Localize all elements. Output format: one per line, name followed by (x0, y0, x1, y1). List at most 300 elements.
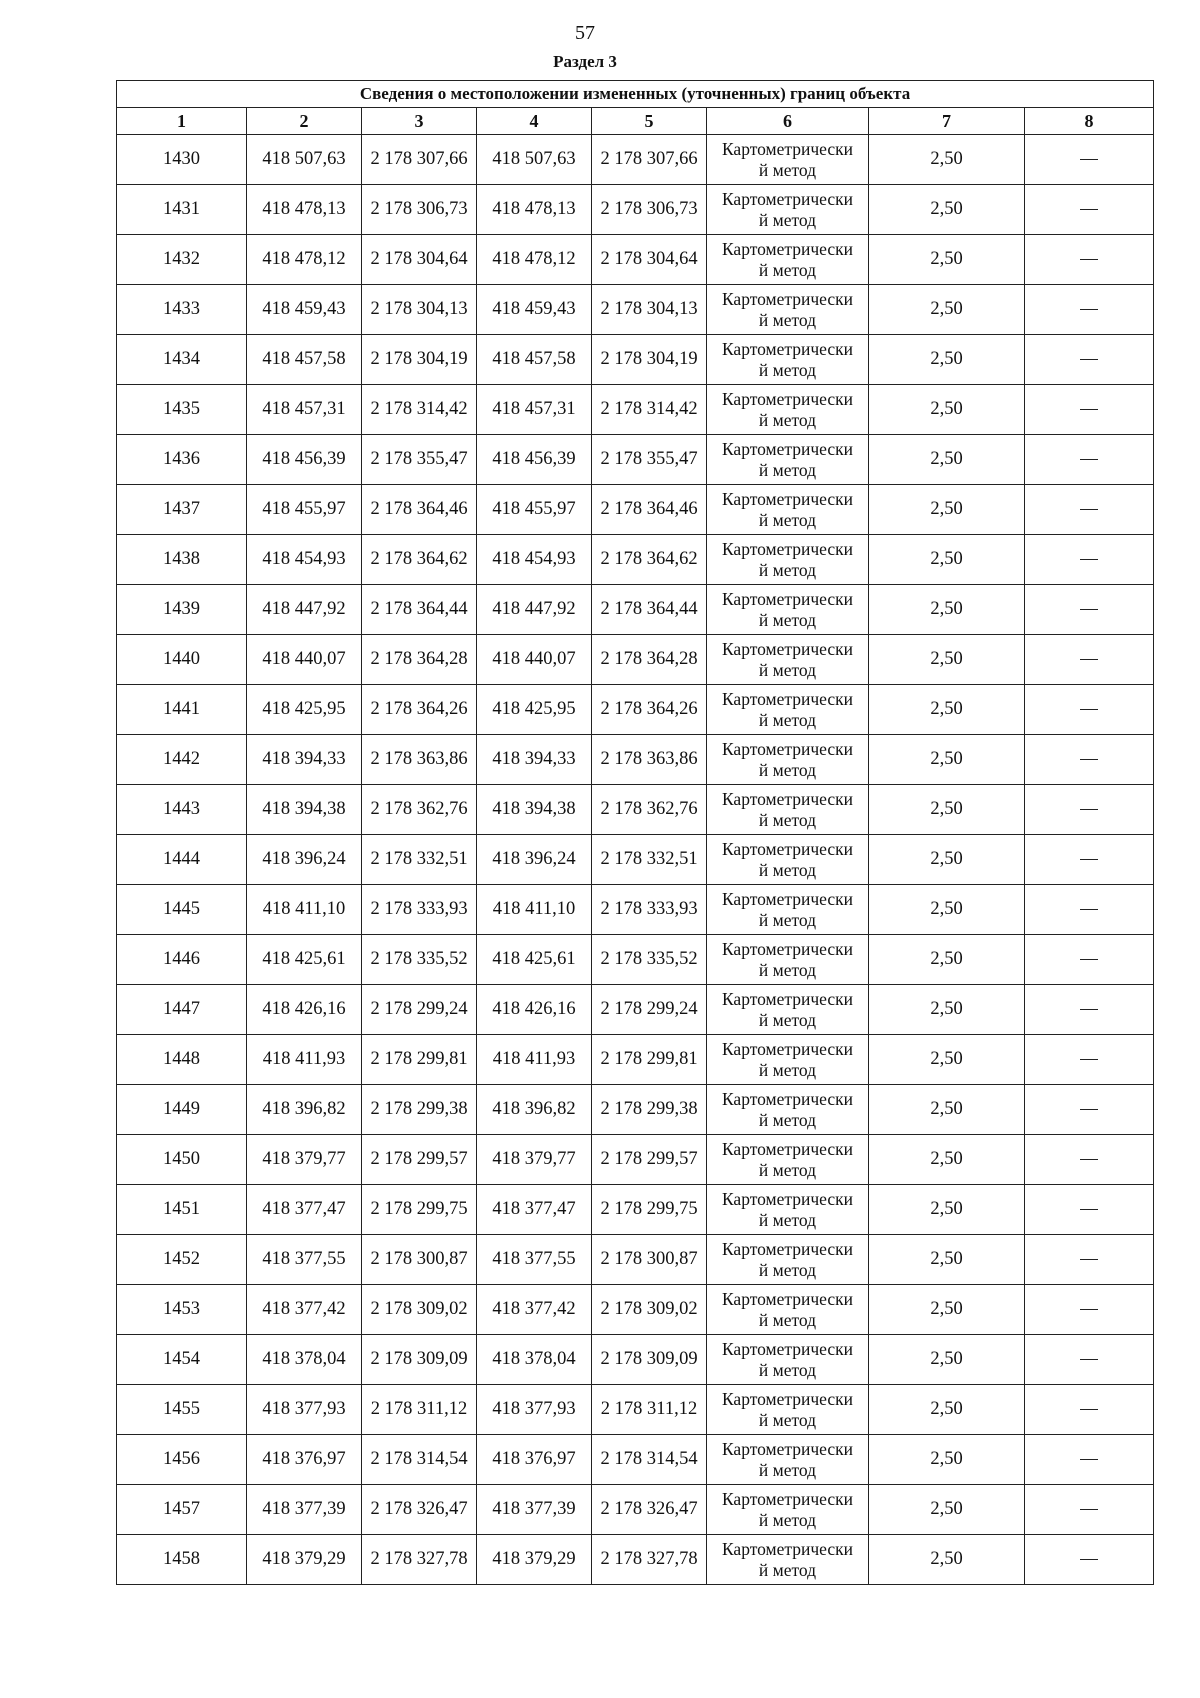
method-cell (707, 1235, 869, 1285)
x-old-cell: 418 440,07 (247, 635, 362, 685)
method-line-1: Картометрически (721, 1438, 854, 1459)
description-cell (1025, 1535, 1154, 1585)
method-line-2: й метод (758, 159, 817, 180)
method-line-2: й метод (758, 559, 817, 580)
x-new-cell: 418 457,31 (477, 385, 592, 435)
x-old-cell: 418 377,47 (247, 1185, 362, 1235)
x-old-cell: 418 507,63 (247, 135, 362, 185)
method-line-1: Картометрически (721, 538, 854, 559)
method-line-1: Картометрически (721, 888, 854, 909)
y-old-cell: 2 178 304,13 (362, 285, 477, 335)
table-row (117, 1485, 1154, 1535)
y-new-cell: 2 178 299,38 (592, 1085, 707, 1135)
method-line-1: Картометрически (721, 238, 854, 259)
description-cell (1025, 235, 1154, 285)
page-number: 57 (575, 22, 595, 44)
method-cell (707, 1435, 869, 1485)
description-cell (1025, 785, 1154, 835)
method-line-1: Картометрически (721, 838, 854, 859)
table-row (117, 835, 1154, 885)
method-line-1: Картометрически (721, 1538, 854, 1559)
dash-mark (1080, 1509, 1098, 1510)
method-cell (707, 1335, 869, 1385)
method-line-2: й метод (758, 1159, 817, 1180)
point-number-cell: 1444 (117, 835, 247, 885)
description-cell (1025, 185, 1154, 235)
y-new-cell: 2 178 333,93 (592, 885, 707, 935)
y-new-cell: 2 178 326,47 (592, 1485, 707, 1535)
y-old-cell: 2 178 311,12 (362, 1385, 477, 1435)
y-old-cell: 2 178 327,78 (362, 1535, 477, 1585)
description-cell (1025, 135, 1154, 185)
point-number-cell: 1448 (117, 1035, 247, 1085)
y-old-cell: 2 178 333,93 (362, 885, 477, 935)
x-new-cell: 418 425,95 (477, 685, 592, 735)
point-number-cell: 1451 (117, 1185, 247, 1235)
dash-mark (1080, 1409, 1098, 1410)
x-new-cell: 418 456,39 (477, 435, 592, 485)
y-old-cell: 2 178 314,54 (362, 1435, 477, 1485)
point-number-cell: 1447 (117, 985, 247, 1035)
dash-mark (1080, 1359, 1098, 1360)
description-cell (1025, 685, 1154, 735)
x-old-cell: 418 425,61 (247, 935, 362, 985)
y-old-cell: 2 178 362,76 (362, 785, 477, 835)
x-new-cell: 418 396,24 (477, 835, 592, 885)
x-new-cell: 418 425,61 (477, 935, 592, 985)
method-cell (707, 835, 869, 885)
method-cell (707, 735, 869, 785)
point-number-cell: 1443 (117, 785, 247, 835)
method-line-1: Картометрически (721, 188, 854, 209)
table-row (117, 135, 1154, 185)
x-old-cell: 418 459,43 (247, 285, 362, 335)
accuracy-cell: 2,50 (869, 835, 1025, 885)
x-new-cell: 418 455,97 (477, 485, 592, 535)
description-cell (1025, 635, 1154, 685)
point-number-cell: 1442 (117, 735, 247, 785)
dash-mark (1080, 159, 1098, 160)
y-new-cell: 2 178 327,78 (592, 1535, 707, 1585)
accuracy-cell: 2,50 (869, 735, 1025, 785)
method-line-2: й метод (758, 1309, 817, 1330)
method-cell (707, 935, 869, 985)
table-row (117, 1135, 1154, 1185)
method-cell (707, 1535, 869, 1585)
method-line-2: й метод (758, 459, 817, 480)
x-old-cell: 418 377,55 (247, 1235, 362, 1285)
description-cell (1025, 435, 1154, 485)
table-caption: Сведения о местоположении измененных (уточненных) границ объекта (117, 81, 1154, 108)
point-number-cell: 1446 (117, 935, 247, 985)
table-row (117, 1085, 1154, 1135)
method-cell (707, 1285, 869, 1335)
method-line-1: Картометрически (721, 1038, 854, 1059)
y-old-cell: 2 178 335,52 (362, 935, 477, 985)
method-line-2: й метод (758, 359, 817, 380)
point-number-cell: 1456 (117, 1435, 247, 1485)
accuracy-cell: 2,50 (869, 1435, 1025, 1485)
y-new-cell: 2 178 364,46 (592, 485, 707, 535)
point-number-cell: 1458 (117, 1535, 247, 1585)
description-cell (1025, 1385, 1154, 1435)
point-number-cell: 1435 (117, 385, 247, 435)
point-number-cell: 1452 (117, 1235, 247, 1285)
method-line-2: й метод (758, 859, 817, 880)
description-cell (1025, 1335, 1154, 1385)
method-cell (707, 1135, 869, 1185)
y-old-cell: 2 178 364,26 (362, 685, 477, 735)
dash-mark (1080, 709, 1098, 710)
method-line-1: Картометрически (721, 638, 854, 659)
table-row (117, 1385, 1154, 1435)
method-cell (707, 235, 869, 285)
table-row (117, 535, 1154, 585)
y-new-cell: 2 178 299,81 (592, 1035, 707, 1085)
dash-mark (1080, 1459, 1098, 1460)
dash-mark (1080, 1109, 1098, 1110)
method-line-1: Картометрически (721, 1388, 854, 1409)
dash-mark (1080, 759, 1098, 760)
accuracy-cell: 2,50 (869, 1185, 1025, 1235)
y-old-cell: 2 178 299,57 (362, 1135, 477, 1185)
table-row (117, 185, 1154, 235)
accuracy-cell: 2,50 (869, 535, 1025, 585)
x-new-cell: 418 507,63 (477, 135, 592, 185)
x-old-cell: 418 478,13 (247, 185, 362, 235)
method-cell (707, 885, 869, 935)
method-line-1: Картометрически (721, 1338, 854, 1359)
dash-mark (1080, 1259, 1098, 1260)
method-line-2: й метод (758, 1259, 817, 1280)
y-old-cell: 2 178 299,24 (362, 985, 477, 1035)
description-cell (1025, 1485, 1154, 1535)
y-new-cell: 2 178 299,24 (592, 985, 707, 1035)
method-cell (707, 635, 869, 685)
x-new-cell: 418 377,39 (477, 1485, 592, 1535)
table-row (117, 985, 1154, 1035)
y-new-cell: 2 178 304,19 (592, 335, 707, 385)
table-row (117, 785, 1154, 835)
x-old-cell: 418 426,16 (247, 985, 362, 1035)
dash-mark (1080, 509, 1098, 510)
point-number-cell: 1445 (117, 885, 247, 935)
y-old-cell: 2 178 355,47 (362, 435, 477, 485)
point-number-cell: 1434 (117, 335, 247, 385)
description-cell (1025, 385, 1154, 435)
method-line-2: й метод (758, 1409, 817, 1430)
method-line-2: й метод (758, 1509, 817, 1530)
accuracy-cell: 2,50 (869, 285, 1025, 335)
dash-mark (1080, 1159, 1098, 1160)
accuracy-cell: 2,50 (869, 785, 1025, 835)
method-cell (707, 685, 869, 735)
y-new-cell: 2 178 299,57 (592, 1135, 707, 1185)
y-new-cell: 2 178 299,75 (592, 1185, 707, 1235)
method-line-1: Картометрически (721, 488, 854, 509)
point-number-cell: 1431 (117, 185, 247, 235)
point-number-cell: 1453 (117, 1285, 247, 1335)
y-new-cell: 2 178 306,73 (592, 185, 707, 235)
x-old-cell: 418 376,97 (247, 1435, 362, 1485)
dash-mark (1080, 359, 1098, 360)
column-number: 6 (707, 108, 869, 135)
method-cell (707, 535, 869, 585)
column-number: 2 (247, 108, 362, 135)
method-cell (707, 585, 869, 635)
table-row (117, 385, 1154, 435)
y-old-cell: 2 178 309,09 (362, 1335, 477, 1385)
point-number-cell: 1457 (117, 1485, 247, 1535)
method-line-2: й метод (758, 1059, 817, 1080)
dash-mark (1080, 1309, 1098, 1310)
y-new-cell: 2 178 364,26 (592, 685, 707, 735)
table-row (117, 285, 1154, 335)
x-old-cell: 418 377,39 (247, 1485, 362, 1535)
y-new-cell: 2 178 307,66 (592, 135, 707, 185)
dash-mark (1080, 559, 1098, 560)
method-cell (707, 285, 869, 335)
accuracy-cell: 2,50 (869, 185, 1025, 235)
method-cell (707, 1185, 869, 1235)
method-line-2: й метод (758, 909, 817, 930)
y-new-cell: 2 178 335,52 (592, 935, 707, 985)
table-row (117, 1435, 1154, 1485)
method-cell (707, 785, 869, 835)
dash-mark (1080, 309, 1098, 310)
y-new-cell: 2 178 364,62 (592, 535, 707, 585)
accuracy-cell: 2,50 (869, 485, 1025, 535)
point-number-cell: 1438 (117, 535, 247, 585)
x-new-cell: 418 376,97 (477, 1435, 592, 1485)
description-cell (1025, 835, 1154, 885)
point-number-cell: 1439 (117, 585, 247, 635)
description-cell (1025, 1185, 1154, 1235)
y-old-cell: 2 178 304,19 (362, 335, 477, 385)
method-cell (707, 1385, 869, 1435)
y-old-cell: 2 178 309,02 (362, 1285, 477, 1335)
x-new-cell: 418 454,93 (477, 535, 592, 585)
method-line-2: й метод (758, 309, 817, 330)
table-row (117, 735, 1154, 785)
y-new-cell: 2 178 314,54 (592, 1435, 707, 1485)
table-row (117, 1335, 1154, 1385)
point-number-cell: 1440 (117, 635, 247, 685)
x-new-cell: 418 394,33 (477, 735, 592, 785)
dash-mark (1080, 659, 1098, 660)
description-cell (1025, 1135, 1154, 1185)
method-line-1: Картометрически (721, 288, 854, 309)
method-line-1: Картометрически (721, 788, 854, 809)
dash-mark (1080, 1059, 1098, 1060)
x-old-cell: 418 457,31 (247, 385, 362, 435)
dash-mark (1080, 1209, 1098, 1210)
description-cell (1025, 285, 1154, 335)
column-number: 1 (117, 108, 247, 135)
y-old-cell: 2 178 364,28 (362, 635, 477, 685)
y-old-cell: 2 178 299,81 (362, 1035, 477, 1085)
method-line-1: Картометрически (721, 688, 854, 709)
method-line-1: Картометрически (721, 738, 854, 759)
method-line-2: й метод (758, 209, 817, 230)
accuracy-cell: 2,50 (869, 1385, 1025, 1435)
description-cell (1025, 735, 1154, 785)
description-cell (1025, 585, 1154, 635)
x-old-cell: 418 456,39 (247, 435, 362, 485)
dash-mark (1080, 609, 1098, 610)
x-old-cell: 418 455,97 (247, 485, 362, 535)
method-line-2: й метод (758, 1359, 817, 1380)
x-old-cell: 418 394,33 (247, 735, 362, 785)
table-body (117, 135, 1154, 1585)
description-cell (1025, 1085, 1154, 1135)
description-cell (1025, 985, 1154, 1035)
x-new-cell: 418 379,77 (477, 1135, 592, 1185)
point-number-cell: 1454 (117, 1335, 247, 1385)
description-cell (1025, 335, 1154, 385)
y-old-cell: 2 178 307,66 (362, 135, 477, 185)
method-line-1: Картометрически (721, 1138, 854, 1159)
y-new-cell: 2 178 300,87 (592, 1235, 707, 1285)
table-row (117, 1035, 1154, 1085)
y-new-cell: 2 178 309,02 (592, 1285, 707, 1335)
description-cell (1025, 535, 1154, 585)
y-old-cell: 2 178 332,51 (362, 835, 477, 885)
y-new-cell: 2 178 304,64 (592, 235, 707, 285)
y-new-cell: 2 178 314,42 (592, 385, 707, 435)
column-number: 7 (869, 108, 1025, 135)
table-row (117, 1185, 1154, 1235)
description-cell (1025, 485, 1154, 535)
method-line-2: й метод (758, 609, 817, 630)
method-line-2: й метод (758, 809, 817, 830)
x-new-cell: 418 379,29 (477, 1535, 592, 1585)
y-new-cell: 2 178 355,47 (592, 435, 707, 485)
x-old-cell: 418 411,93 (247, 1035, 362, 1085)
accuracy-cell: 2,50 (869, 885, 1025, 935)
y-new-cell: 2 178 311,12 (592, 1385, 707, 1435)
table-row (117, 685, 1154, 735)
x-new-cell: 418 447,92 (477, 585, 592, 635)
x-new-cell: 418 478,13 (477, 185, 592, 235)
accuracy-cell: 2,50 (869, 585, 1025, 635)
y-old-cell: 2 178 363,86 (362, 735, 477, 785)
dash-mark (1080, 1559, 1098, 1560)
method-line-1: Картометрически (721, 1488, 854, 1509)
method-cell (707, 1485, 869, 1535)
method-cell (707, 1085, 869, 1135)
point-number-cell: 1432 (117, 235, 247, 285)
dash-mark (1080, 259, 1098, 260)
table-row (117, 1285, 1154, 1335)
method-line-2: й метод (758, 259, 817, 280)
x-new-cell: 418 396,82 (477, 1085, 592, 1135)
accuracy-cell: 2,50 (869, 685, 1025, 735)
accuracy-cell: 2,50 (869, 635, 1025, 685)
accuracy-cell: 2,50 (869, 1485, 1025, 1535)
y-old-cell: 2 178 364,62 (362, 535, 477, 585)
method-line-2: й метод (758, 709, 817, 730)
accuracy-cell: 2,50 (869, 1035, 1025, 1085)
point-number-cell: 1437 (117, 485, 247, 535)
point-number-cell: 1436 (117, 435, 247, 485)
y-old-cell: 2 178 299,38 (362, 1085, 477, 1135)
method-cell (707, 185, 869, 235)
accuracy-cell: 2,50 (869, 1135, 1025, 1185)
x-old-cell: 418 379,77 (247, 1135, 362, 1185)
method-line-2: й метод (758, 959, 817, 980)
column-number: 3 (362, 108, 477, 135)
x-old-cell: 418 411,10 (247, 885, 362, 935)
table-row (117, 435, 1154, 485)
x-old-cell: 418 454,93 (247, 535, 362, 585)
accuracy-cell: 2,50 (869, 1535, 1025, 1585)
point-number-cell: 1455 (117, 1385, 247, 1435)
point-number-cell: 1449 (117, 1085, 247, 1135)
method-line-1: Картометрически (721, 338, 854, 359)
x-new-cell: 418 377,55 (477, 1235, 592, 1285)
x-new-cell: 418 459,43 (477, 285, 592, 335)
x-old-cell: 418 396,24 (247, 835, 362, 885)
method-line-1: Картометрически (721, 1238, 854, 1259)
table-row (117, 635, 1154, 685)
x-new-cell: 418 440,07 (477, 635, 592, 685)
method-line-1: Картометрически (721, 388, 854, 409)
dash-mark (1080, 809, 1098, 810)
y-old-cell: 2 178 314,42 (362, 385, 477, 435)
method-line-1: Картометрически (721, 1188, 854, 1209)
dash-mark (1080, 1009, 1098, 1010)
method-cell (707, 1035, 869, 1085)
table-row (117, 1235, 1154, 1285)
y-old-cell: 2 178 364,44 (362, 585, 477, 635)
accuracy-cell: 2,50 (869, 135, 1025, 185)
point-number-cell: 1450 (117, 1135, 247, 1185)
method-line-1: Картометрически (721, 1288, 854, 1309)
x-new-cell: 418 411,10 (477, 885, 592, 935)
dash-mark (1080, 909, 1098, 910)
dash-mark (1080, 409, 1098, 410)
y-old-cell: 2 178 299,75 (362, 1185, 477, 1235)
column-number: 5 (592, 108, 707, 135)
x-old-cell: 418 478,12 (247, 235, 362, 285)
method-line-2: й метод (758, 409, 817, 430)
method-cell (707, 135, 869, 185)
y-old-cell: 2 178 304,64 (362, 235, 477, 285)
table-row (117, 935, 1154, 985)
point-number-cell: 1441 (117, 685, 247, 735)
x-old-cell: 418 394,38 (247, 785, 362, 835)
method-cell (707, 385, 869, 435)
accuracy-cell: 2,50 (869, 435, 1025, 485)
x-old-cell: 418 396,82 (247, 1085, 362, 1135)
description-cell (1025, 935, 1154, 985)
table-row (117, 235, 1154, 285)
method-cell (707, 985, 869, 1035)
table-row (117, 585, 1154, 635)
y-new-cell: 2 178 364,44 (592, 585, 707, 635)
x-new-cell: 418 377,47 (477, 1185, 592, 1235)
method-line-2: й метод (758, 659, 817, 680)
dash-mark (1080, 959, 1098, 960)
x-old-cell: 418 447,92 (247, 585, 362, 635)
x-new-cell: 418 478,12 (477, 235, 592, 285)
x-old-cell: 418 379,29 (247, 1535, 362, 1585)
table-row (117, 885, 1154, 935)
description-cell (1025, 1035, 1154, 1085)
accuracy-cell: 2,50 (869, 1235, 1025, 1285)
table-row (117, 335, 1154, 385)
